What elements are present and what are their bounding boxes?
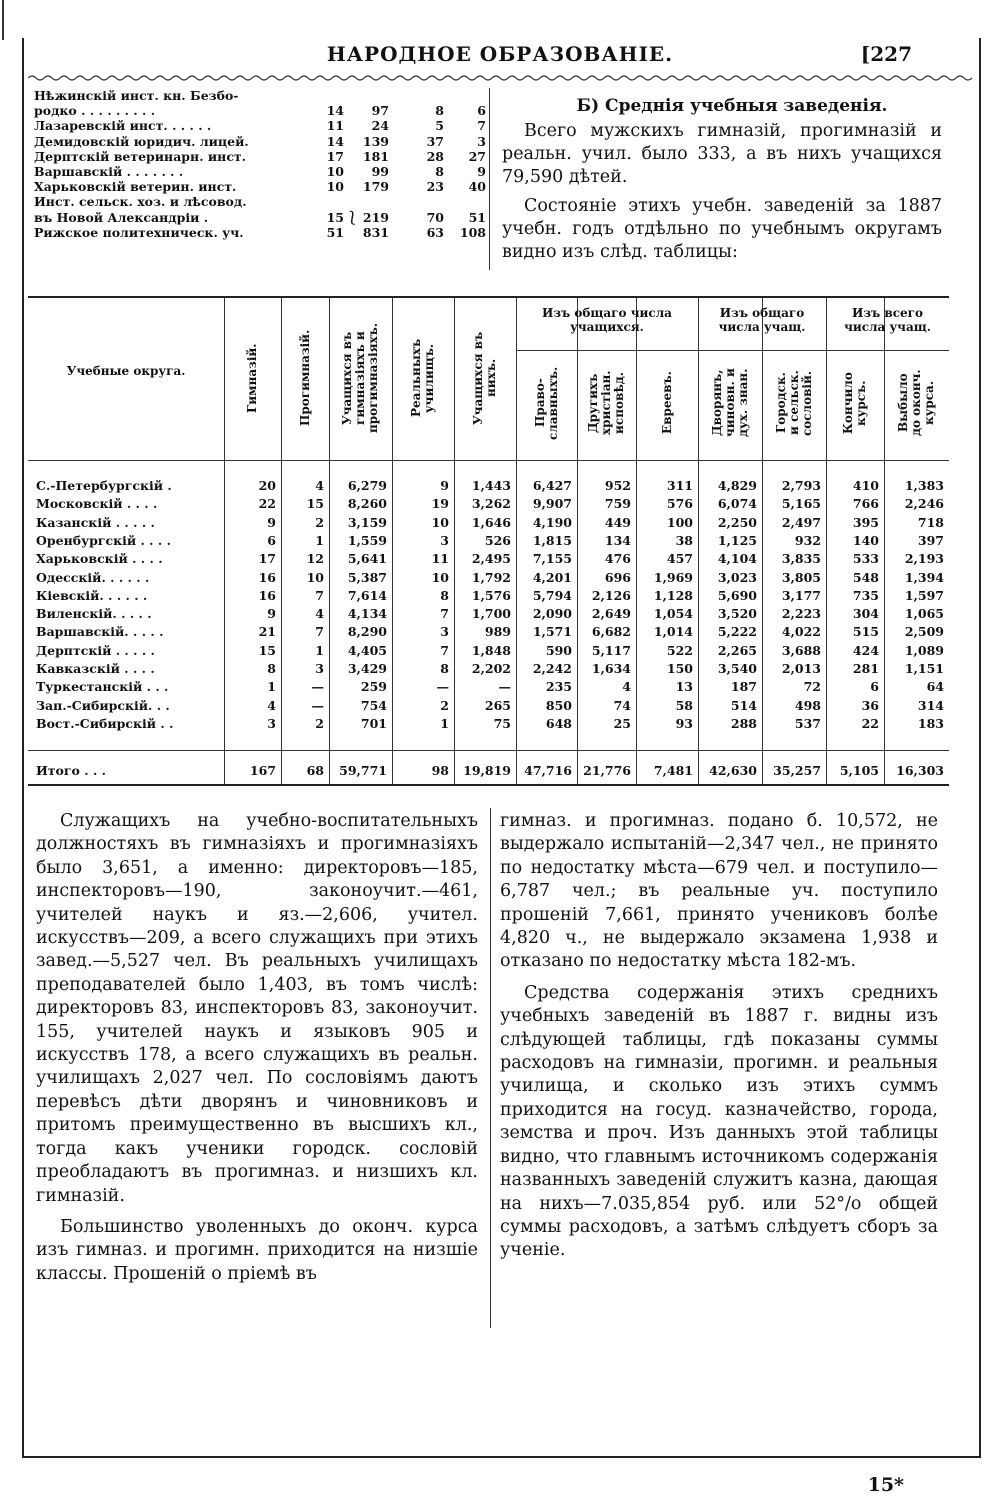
table-row-cell: 150 bbox=[666, 661, 693, 676]
table-row-cell: 259 bbox=[360, 679, 387, 695]
table-row-cell: 1,969 bbox=[653, 569, 693, 585]
institute-value: 831 bbox=[362, 224, 389, 240]
institute-row bbox=[34, 134, 486, 149]
table-row-cell: 424 bbox=[852, 642, 879, 658]
institute-name: родко . . . . . . . . . bbox=[34, 103, 156, 119]
table-row-cell: 64 bbox=[926, 679, 944, 695]
table-row-cell: 2,193 bbox=[904, 551, 944, 567]
table-row-cell: 3 bbox=[440, 624, 449, 640]
table-row-cell: 311 bbox=[666, 478, 693, 493]
table-row-cell: 1,576 bbox=[471, 587, 511, 603]
table-row-cell: 8,260 bbox=[347, 496, 387, 512]
table-row-cell: 9 bbox=[267, 514, 276, 530]
institute-name: въ Новой Александріи . bbox=[34, 209, 209, 225]
table-row-cell: 7 bbox=[315, 587, 324, 603]
table-total-name: Итого . . . bbox=[36, 763, 107, 778]
table-row-name: Зап.-Сибирскій. . . bbox=[36, 697, 170, 713]
institute-value: 51 bbox=[326, 224, 344, 240]
institute-value: 5 bbox=[435, 118, 444, 134]
table-row-cell: 3 bbox=[267, 715, 276, 731]
table-total-cell: 167 bbox=[249, 763, 276, 778]
table-row-cell: — bbox=[311, 697, 324, 713]
table-row-name: Одесскій. . . . . . bbox=[36, 569, 150, 585]
institute-value: 8 bbox=[435, 164, 444, 180]
table-row-name: Туркестанскій . . . bbox=[36, 679, 169, 695]
table-row-cell: 2,090 bbox=[532, 606, 572, 622]
table-total-cell: 19,819 bbox=[463, 763, 511, 778]
table-row-cell: 754 bbox=[360, 697, 387, 713]
institute-name: Демидовскій юридич. лицей. bbox=[34, 133, 249, 149]
table-row-cell: 1,597 bbox=[904, 587, 944, 603]
section-b-title: Б) Среднія учебныя заведенія. bbox=[576, 96, 888, 116]
institute-value: 70 bbox=[426, 209, 444, 225]
table-row-cell: 395 bbox=[852, 514, 879, 530]
table-row-cell: 17 bbox=[258, 551, 276, 567]
table-row-cell: 3,429 bbox=[347, 661, 387, 676]
group-header: Изъ общаго числа учащихся. bbox=[542, 306, 672, 334]
table-total-cell: 98 bbox=[431, 763, 449, 778]
table-row-cell: 457 bbox=[666, 551, 693, 567]
table-row-cell: 7,155 bbox=[532, 551, 572, 567]
table-row-cell: 4,022 bbox=[781, 624, 821, 640]
table-row-cell: 1,054 bbox=[653, 606, 693, 622]
table-row-cell: 6 bbox=[870, 679, 879, 695]
table-row-cell: 4 bbox=[267, 697, 276, 713]
table-row-cell: 850 bbox=[545, 697, 572, 713]
table-row-cell: 288 bbox=[730, 715, 757, 731]
institute-name: Варшавскій . . . . . . . bbox=[34, 164, 184, 180]
table-row-cell: 9 bbox=[267, 606, 276, 622]
table-row-cell: 1 bbox=[315, 642, 324, 658]
table-row-cell: 1,394 bbox=[904, 569, 944, 585]
table-row-cell: 38 bbox=[675, 532, 693, 548]
page-title: НАРОДНОЕ ОБРАЗОВАНІЕ. bbox=[326, 42, 674, 66]
table-row-cell: 2,246 bbox=[904, 496, 944, 512]
table-row-name: Варшавскій. . . . . bbox=[36, 624, 164, 640]
institute-row bbox=[34, 225, 486, 240]
table-row-cell: 15 bbox=[258, 642, 276, 658]
districts-table bbox=[28, 296, 949, 786]
table-row-cell: 1,089 bbox=[904, 642, 944, 658]
table-total-cell: 68 bbox=[306, 763, 324, 778]
okrug-header: Учебные округа. bbox=[66, 364, 186, 378]
table-row-cell: 5,794 bbox=[532, 587, 572, 603]
table-row-cell: 6 bbox=[267, 532, 276, 548]
table-total-cell: 16,303 bbox=[896, 763, 944, 778]
table-row-cell: — bbox=[436, 679, 449, 695]
table-row-cell: 2,265 bbox=[717, 642, 757, 658]
table-row-cell: 5,117 bbox=[591, 642, 631, 658]
table-row-cell: 8 bbox=[267, 661, 276, 676]
table-row-cell: 696 bbox=[604, 569, 631, 585]
table-row-cell: 1,128 bbox=[653, 587, 693, 603]
table-row-cell: 21 bbox=[258, 624, 276, 640]
institute-value: 63 bbox=[426, 224, 444, 240]
table-group-rule bbox=[516, 350, 698, 351]
institute-value bbox=[344, 88, 389, 103]
table-row-cell: 735 bbox=[852, 587, 879, 603]
table-row-cell: 1,792 bbox=[471, 569, 511, 585]
institute-name: Дерптскій ветеринарн. инст. bbox=[34, 148, 247, 164]
table-row-cell: 3 bbox=[440, 532, 449, 548]
section-b-paragraph-1: Всего мужскихъ гимназій, прогимназій и реальн. учил. было 333, а въ нихъ учащихся 79,590 дѣтей. bbox=[502, 121, 942, 187]
table-row-cell: 1,848 bbox=[471, 642, 511, 658]
table-row-cell: 235 bbox=[545, 679, 572, 695]
column-header: Право- славныхъ. bbox=[532, 366, 560, 440]
table-row-cell: 1,383 bbox=[904, 478, 944, 493]
table-row-cell: 10 bbox=[431, 514, 449, 530]
table-row-cell: 2 bbox=[315, 715, 324, 731]
table-row-cell: 989 bbox=[484, 624, 511, 640]
table-row-cell: 1,559 bbox=[347, 532, 387, 548]
table-row-name: Вост.-Сибирскій . . bbox=[36, 715, 174, 731]
institute-row bbox=[34, 210, 486, 225]
table-row-cell: 74 bbox=[613, 697, 631, 713]
table-row-cell: 1,815 bbox=[532, 532, 572, 548]
table-row-cell: 36 bbox=[861, 697, 879, 713]
table-row-cell: 766 bbox=[852, 496, 879, 512]
institute-row bbox=[34, 179, 486, 194]
table-group-rule bbox=[826, 350, 949, 351]
table-row-cell: 4 bbox=[315, 478, 324, 493]
table-row-cell: 2,126 bbox=[591, 587, 631, 603]
table-row-cell: 2,495 bbox=[471, 551, 511, 567]
table-row-cell: 15 bbox=[306, 496, 324, 512]
table-row-cell: 134 bbox=[604, 532, 631, 548]
institute-value bbox=[310, 88, 344, 103]
table-row-cell: 1 bbox=[440, 715, 449, 731]
table-row-cell: 3,262 bbox=[471, 496, 511, 512]
table-row-cell: 187 bbox=[730, 679, 757, 695]
table-row-cell: 8 bbox=[440, 587, 449, 603]
table-row-cell: 1,700 bbox=[471, 606, 511, 622]
table-row-cell: 1 bbox=[267, 679, 276, 695]
table-row-cell: 5,165 bbox=[781, 496, 821, 512]
table-row-cell: 100 bbox=[666, 514, 693, 530]
column-header: Городск. и сельск. сословій. bbox=[773, 370, 814, 436]
institute-name: Лазаревскій инст. . . . . . bbox=[34, 118, 212, 134]
table-row-cell: 6,682 bbox=[591, 624, 631, 640]
table-total-cell: 47,716 bbox=[524, 763, 572, 778]
table-row-cell: — bbox=[311, 679, 324, 695]
table-row-cell: 25 bbox=[613, 715, 631, 731]
table-row-cell: 10 bbox=[431, 569, 449, 585]
table-row-cell: 16 bbox=[258, 587, 276, 603]
page-edge-line bbox=[2, 0, 4, 40]
table-row-name: Кавказскій . . . . bbox=[36, 661, 155, 676]
table-row-cell: 1,151 bbox=[904, 661, 944, 676]
table-row-cell: 1 bbox=[315, 532, 324, 548]
header-wavy-rule bbox=[28, 74, 972, 82]
column-header: Дворянъ, чиновн. и дух. знан. bbox=[709, 368, 750, 438]
left-paragraph-1: Служащихъ на учебно-воспитательныхъ должностяхъ въ гимназіяхъ и прогимназіяхъ было 3,651, а именно: директоровъ—185, инспекторовъ—190, законоучит.—461, учителей наукъ и яз.—2,606, учител. искусствъ—209, а всего служащихъ при этихъ завед.—5,527 чел. Въ реальныхъ училищахъ преподавателей было 1,403, въ томъ числѣ: директоровъ 83, инспекторовъ 83, законоучит. 155, учителей наукъ и языковъ 905 и искусствъ 178, а всего служащихъ въ реальн. училищахъ 2,027 чел. По сословіямъ даютъ перевѣсъ дѣти дворянъ и чиновниковъ и притомъ преимущественно въ высшихъ кл., тогда какъ ученики городск. сословій преобладаютъ въ прогимназ. и низшихъ кл. гимназій. bbox=[36, 811, 478, 1206]
table-row-cell: 5,641 bbox=[347, 551, 387, 567]
institute-value: 6 bbox=[477, 103, 486, 119]
institute-value: 10 bbox=[326, 164, 344, 180]
table-row-cell: — bbox=[498, 679, 511, 695]
column-header: Учащихся въ нихъ. bbox=[471, 331, 498, 425]
table-row-cell: 4,190 bbox=[532, 514, 572, 530]
table-row-cell: 2,793 bbox=[781, 478, 821, 493]
institute-value: 179 bbox=[362, 179, 389, 195]
column-header: Гимназій. bbox=[245, 343, 259, 413]
table-row-cell: 183 bbox=[917, 715, 944, 731]
institute-value: 51 bbox=[468, 209, 486, 225]
table-row-cell: 718 bbox=[917, 514, 944, 530]
table-row-cell: 1,065 bbox=[904, 606, 944, 622]
table-row-cell: 7 bbox=[440, 642, 449, 658]
column-divider bbox=[489, 88, 490, 270]
table-row-cell: 11 bbox=[431, 551, 449, 567]
institute-name: Нѣжинскій инст. кн. Безбо- bbox=[34, 88, 239, 103]
table-row-cell: 10 bbox=[306, 569, 324, 585]
institute-value: 37 bbox=[426, 133, 444, 149]
table-row-cell: 3,540 bbox=[717, 661, 757, 676]
table-row-cell: 2,013 bbox=[781, 661, 821, 676]
table-row-cell: 5,690 bbox=[717, 587, 757, 603]
table-row-cell: 4 bbox=[315, 606, 324, 622]
table-row-cell: 9 bbox=[440, 478, 449, 493]
table-row-cell: 3,805 bbox=[781, 569, 821, 585]
table-row-cell: 648 bbox=[545, 715, 572, 731]
table-row-cell: 1,571 bbox=[532, 624, 572, 640]
table-row-name: Виленскій. . . . . bbox=[36, 606, 152, 622]
table-row-cell: 4,829 bbox=[717, 478, 757, 493]
table-row-cell: 498 bbox=[794, 697, 821, 713]
column-header: Прогимназій. bbox=[297, 329, 312, 427]
table-row-cell: 12 bbox=[306, 551, 324, 567]
institute-value: 14 bbox=[326, 133, 344, 149]
table-row-cell: 8,290 bbox=[347, 624, 387, 640]
table-row-cell: 72 bbox=[803, 679, 821, 695]
table-row-cell: 20 bbox=[258, 478, 276, 493]
institute-value: 24 bbox=[371, 118, 389, 134]
institute-value: 14 bbox=[326, 103, 344, 119]
table-total-cell: 59,771 bbox=[339, 763, 387, 778]
table-row-cell: 304 bbox=[852, 606, 879, 622]
table-row-cell: 58 bbox=[675, 697, 693, 713]
table-row-cell: 514 bbox=[730, 697, 757, 713]
table-row-cell: 314 bbox=[917, 697, 944, 713]
table-row-cell: 6,427 bbox=[532, 478, 572, 493]
table-row-cell: 3,023 bbox=[717, 569, 757, 585]
table-row-cell: 2,242 bbox=[532, 661, 572, 676]
institute-value: 11 bbox=[326, 118, 344, 134]
table-row-cell: 6,074 bbox=[717, 496, 757, 512]
table-row-cell: 140 bbox=[852, 532, 879, 548]
table-row-cell: 2,649 bbox=[591, 606, 631, 622]
institute-value bbox=[444, 194, 486, 209]
institute-value: 3 bbox=[477, 133, 486, 149]
institute-value bbox=[444, 88, 486, 103]
institute-value bbox=[389, 194, 444, 209]
table-row-cell: 2 bbox=[315, 514, 324, 530]
table-row-name: Казанскій . . . . . bbox=[36, 514, 155, 530]
table-total-cell: 5,105 bbox=[839, 763, 879, 778]
table-row-cell: 1,634 bbox=[591, 661, 631, 676]
institute-value: 27 bbox=[468, 148, 486, 164]
table-row-name: Дерптскій . . . . . bbox=[36, 642, 155, 658]
table-row-cell: 1,443 bbox=[471, 478, 511, 493]
table-row-cell: 9,907 bbox=[532, 496, 572, 512]
table-row-cell: 701 bbox=[360, 715, 387, 731]
institute-value: 9 bbox=[477, 164, 486, 180]
institute-value bbox=[310, 194, 344, 209]
table-row-cell: 2 bbox=[440, 697, 449, 713]
table-total-cell: 7,481 bbox=[653, 763, 693, 778]
table-row-cell: 449 bbox=[604, 514, 631, 530]
table-row-cell: 476 bbox=[604, 551, 631, 567]
table-row-cell: 4 bbox=[622, 679, 631, 695]
institute-value bbox=[344, 194, 389, 209]
right-paragraph-2: Средства содержанія этихъ среднихъ учебныхъ заведеній въ 1887 г. видны изъ слѣдующей таблицы, гдѣ показаны суммы расходовъ на гимназіи, прогимн. и реальныя училища, и сколько изъ этихъ суммъ приходится на госуд. казначейство, города, земства и проч. Изъ данныхъ этой таблицы видно, что главнымъ источникомъ содержанія названныхъ заведеній служитъ казна, дающая на нихъ—7.035,854 руб. или 52°/о общей суммы расходовъ, а затѣмъ слѣдуетъ сборъ за ученіе. bbox=[500, 982, 938, 1261]
table-row-cell: 4,104 bbox=[717, 551, 757, 567]
table-row-cell: 410 bbox=[852, 478, 879, 493]
table-row-cell: 576 bbox=[666, 496, 693, 512]
institute-value: 8 bbox=[435, 103, 444, 119]
table-row-cell: 3,159 bbox=[347, 514, 387, 530]
column-header: Учащихся въ гимназіяхъ и прогимназіяхъ. bbox=[340, 322, 380, 434]
table-row-cell: 281 bbox=[852, 661, 879, 676]
table-row-name: Оренбургскій . . . . bbox=[36, 532, 171, 548]
section-b-text bbox=[502, 120, 942, 264]
institute-row bbox=[34, 164, 486, 179]
institute-value: 7 bbox=[477, 118, 486, 134]
institute-name: Рижское политехническ. уч. bbox=[34, 224, 244, 240]
table-row-cell: 3,835 bbox=[781, 551, 821, 567]
table-row-cell: 590 bbox=[545, 642, 572, 658]
institute-value: 99 bbox=[371, 164, 389, 180]
column-header: Реальныхъ училищъ. bbox=[409, 338, 436, 418]
table-row-cell: 2,223 bbox=[781, 606, 821, 622]
column-header: Кончило курсъ. bbox=[841, 372, 868, 434]
table-row-cell: 7 bbox=[440, 606, 449, 622]
table-row-cell: 932 bbox=[794, 532, 821, 548]
table-row-rule bbox=[28, 460, 949, 461]
table-row-cell: 3,177 bbox=[781, 587, 821, 603]
table-row-cell: 526 bbox=[484, 532, 511, 548]
table-row-rule bbox=[28, 750, 949, 751]
table-row-name: Харьковскій . . . . bbox=[36, 551, 163, 567]
table-row-cell: 3,520 bbox=[717, 606, 757, 622]
table-row-name: С.-Петербургскій . bbox=[36, 478, 172, 493]
table-total-cell: 42,630 bbox=[709, 763, 757, 778]
table-row-cell: 1,014 bbox=[653, 624, 693, 640]
table-row-cell: 5,222 bbox=[717, 624, 757, 640]
institute-value: 108 bbox=[459, 224, 486, 240]
table-row-cell: 22 bbox=[258, 496, 276, 512]
group-header: Изъ всего числа учащ. bbox=[844, 306, 931, 334]
table-row-cell: 6,279 bbox=[347, 478, 387, 493]
left-paragraph-2: Большинство уволенныхъ до оконч. курса изъ гимназ. и прогимн. приходится на низшіе классы. Прошеній о пріемѣ въ bbox=[36, 1216, 478, 1284]
institute-value: 139 bbox=[362, 133, 389, 149]
column-divider-bottom bbox=[490, 808, 491, 1328]
institute-name: Инст. сельск. хоз. и лѣсовод. bbox=[34, 194, 247, 210]
table-row-cell: 8 bbox=[440, 661, 449, 676]
table-row-cell: 2,509 bbox=[904, 624, 944, 640]
table-row-cell: 16 bbox=[258, 569, 276, 585]
table-row-cell: 522 bbox=[666, 642, 693, 658]
right-paragraph-1: гимназ. и прогимназ. подано б. 10,572, не выдержало испытаній—2,347 чел., не принято по недостатку мѣста—679 чел. и поступило—6,787 чел.; въ реальные уч. поступило прошеній 7,661, принято учениковъ болѣе 4,820 ч., не выдержало экзамена 1,938 и отказано по недостатку мѣста 182-мъ. bbox=[500, 811, 938, 972]
table-row-cell: 515 bbox=[852, 624, 879, 640]
institute-row bbox=[34, 88, 486, 103]
table-row-cell: 397 bbox=[917, 532, 944, 548]
institute-value: ⎱ 219 bbox=[346, 209, 389, 225]
table-row-cell: 2,202 bbox=[471, 661, 511, 676]
table-row-name: Московскій . . . . bbox=[36, 496, 158, 512]
table-row-cell: 7 bbox=[315, 624, 324, 640]
table-row-cell: 13 bbox=[675, 679, 693, 695]
institute-value: 97 bbox=[371, 103, 389, 119]
institute-row bbox=[34, 194, 486, 209]
institute-value: 15 bbox=[326, 209, 344, 225]
table-row-cell: 2,250 bbox=[717, 514, 757, 530]
institute-value: 28 bbox=[426, 148, 444, 164]
table-row-cell: 3 bbox=[315, 661, 324, 676]
table-total-cell: 35,257 bbox=[773, 763, 821, 778]
institute-value: 23 bbox=[426, 179, 444, 195]
signature-mark: 15* bbox=[867, 1474, 904, 1496]
table-row-cell: 265 bbox=[484, 697, 511, 713]
table-row-cell: 4,405 bbox=[347, 642, 387, 658]
group-header: Изъ общаго числа учащ. bbox=[718, 306, 806, 334]
institute-value: 181 bbox=[362, 148, 389, 164]
institute-value: 10 bbox=[326, 179, 344, 195]
institute-name: Харьковскій ветерин. инст. bbox=[34, 179, 237, 195]
table-total-cell: 21,776 bbox=[583, 763, 631, 778]
institute-value: 40 bbox=[468, 179, 486, 195]
institute-row bbox=[34, 103, 486, 118]
table-row-cell: 22 bbox=[861, 715, 879, 731]
table-row-cell: 3,688 bbox=[781, 642, 821, 658]
column-header: Евреевъ. bbox=[659, 371, 674, 435]
column-header: Выбыло до оконч. курса. bbox=[896, 369, 936, 437]
table-row-cell: 533 bbox=[852, 551, 879, 567]
institute-value bbox=[389, 88, 444, 103]
text-column-right bbox=[500, 810, 938, 1263]
table-row-cell: 4,134 bbox=[347, 606, 387, 622]
table-row-cell: 1,646 bbox=[471, 514, 511, 530]
section-b-paragraph-2: Состояніе этихъ учебн. заведеній за 1887 учебн. годъ отдѣльно по учебнымъ округамъ видно изъ слѣд. таблицы: bbox=[502, 196, 942, 262]
table-row-cell: 19 bbox=[431, 496, 449, 512]
table-row-cell: 93 bbox=[675, 715, 693, 731]
text-column-left bbox=[36, 810, 478, 1286]
table-row-cell: 2,497 bbox=[781, 514, 821, 530]
table-row-cell: 5,387 bbox=[347, 569, 387, 585]
institute-row bbox=[34, 149, 486, 164]
institute-value: 17 bbox=[326, 148, 344, 164]
table-row-cell: 4,201 bbox=[532, 569, 572, 585]
institutes-table bbox=[34, 88, 486, 240]
table-row-cell: 75 bbox=[493, 715, 511, 731]
table-row-name: Кіевскій. . . . . . bbox=[36, 587, 148, 603]
column-header: Другихъ христіан. исповѣд. bbox=[586, 370, 626, 436]
table-row-cell: 952 bbox=[604, 478, 631, 493]
table-row-cell: 759 bbox=[604, 496, 631, 512]
table-group-rule bbox=[698, 350, 826, 351]
page-number: [227 bbox=[860, 42, 912, 66]
institute-row bbox=[34, 118, 486, 133]
table-row-cell: 7,614 bbox=[347, 587, 387, 603]
table-row-cell: 1,125 bbox=[717, 532, 757, 548]
table-row-cell: 537 bbox=[794, 715, 821, 731]
table-row-cell: 548 bbox=[852, 569, 879, 585]
